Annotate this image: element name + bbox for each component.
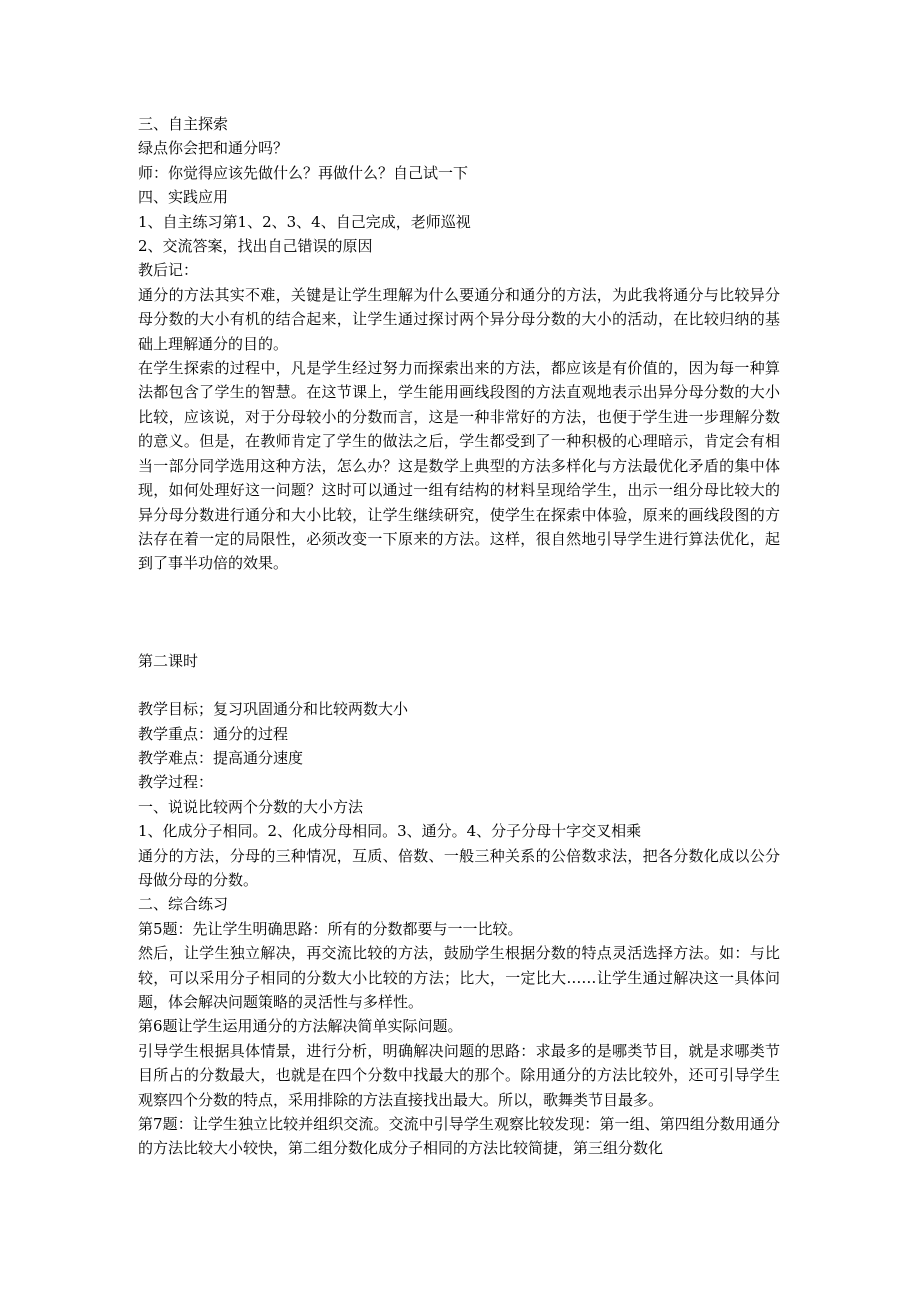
heading-reflection: 教后记： — [138, 261, 199, 280]
heading-practice: 四、实践应用 — [138, 188, 229, 207]
spacer — [138, 673, 780, 697]
paragraph: 通分的方法，分母的三种情况，互质、倍数、一般三种关系的公倍数求法，把各分数化成以公分母做分母的分数。 — [138, 846, 780, 889]
paragraph: 在学生探索的过程中，凡是学生经过努力而探索出来的方法，都应该是有价值的，因为每一种算法都包含了学生的智慧。在这节课上，学生能用画线段图的方法直观地表示出异分母分数的大小比较，应该说，对于分母较小的分数而言，这是一种非常好的方法，也便于学生进一步理解分数的意义。但是，在教师肯定了学生的做法之后，学生都受到了一种积极的心理暗示，肯定会有相当一部分同学选用这种方法，怎么办？这是数学上典型的方法多样化与方法最优化矛盾的集中体现，如何处理好这一问题？这时可以通过一组有结构的材料呈现给学生，出示一组分母比较大的异分母分数进行通分和大小比较，让学生继续研究，使学生在探索中体验，原来的画线段图的方法存在着一定的局限性，必须改变一下原来的方法。这样，很自然地引导学生进行算法优化，起到了事半功倍的效果。 — [138, 359, 780, 573]
teaching-process: 教学过程： — [138, 773, 214, 792]
teaching-difficulty: 教学难点：提高通分速度 — [138, 748, 304, 767]
paragraph: 绿点你会把和通分吗？ — [138, 139, 289, 158]
paragraph: 师：你觉得应该先做什么？再做什么？自己试一下 — [138, 163, 469, 182]
heading-compare-methods: 一、说说比较两个分数的大小方法 — [138, 797, 364, 816]
teaching-goal: 教学目标；复习巩固通分和比较两数大小 — [138, 700, 409, 719]
heading-self-exploration: 三、自主探索 — [138, 115, 229, 133]
paragraph: 1、自主练习第1、2、3、4、自己完成，老师巡视 — [138, 212, 471, 231]
paragraph: 然后，让学生独立解决，再交流比较的方法，鼓励学生根据分数的特点灵活选择方法。如：与比较，可以采用分子相同的分数大小比较的方法；比大，一定比大……让学生通过解决这一具体问题，体会解决问题策略的灵活性与多样性。 — [138, 944, 780, 1011]
paragraph: 1、化成分子相同。2、化成分母相同。3、通分。4、分子分母十字交叉相乘 — [138, 822, 642, 841]
paragraph: 第7题：让学生独立比较并组织交流。交流中引导学生观察比较发现：第一组、第四组分数用通分的方法比较大小较快，第二组分数化成分子相同的方法比较简捷，第三组分数化 — [138, 1115, 780, 1158]
paragraph: 第5题：先让学生明确思路：所有的分数都要与一一比较。 — [138, 919, 523, 938]
paragraph: 通分的方法其实不难，关键是让学生理解为什么要通分和通分的方法，为此我将通分与比较异分母分数的大小有机的结合起来，让学生通过探讨两个异分母分数的大小的活动，在比较归纳的基础上理解通分的目的。 — [138, 285, 780, 353]
teaching-focus: 教学重点：通分的过程 — [138, 724, 289, 743]
lesson-title: 第二课时 — [138, 651, 199, 670]
paragraph: 2、交流答案，找出自己错误的原因 — [138, 237, 373, 256]
document-page — [138, 112, 780, 1161]
heading-exercises: 二、综合练习 — [138, 895, 229, 914]
spacer — [138, 576, 780, 649]
paragraph: 第6题让学生运用通分的方法解决简单实际问题。 — [138, 1017, 463, 1036]
paragraph: 引导学生根据具体情景，进行分析，明确解决问题的思路：求最多的是哪类节目，就是求哪类节目所占的分数最大，也就是在四个分数中找最大的那个。除用通分的方法比较外，还可引导学生观察四个分数的特点，采用排除的方法直接找出最大。所以，歌舞类节目最多。 — [138, 1041, 780, 1109]
